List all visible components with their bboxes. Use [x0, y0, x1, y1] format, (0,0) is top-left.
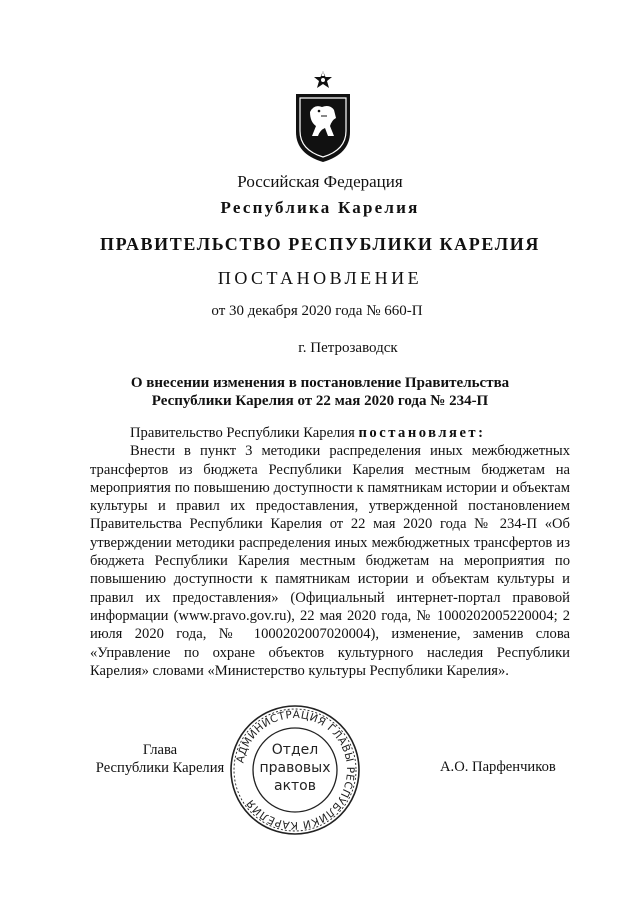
document-body — [90, 424, 570, 680]
preamble-prefix: Правительство Республики Карелия — [130, 425, 359, 441]
stamp-line-1: Отдел — [271, 742, 319, 758]
issuing-authority: ПРАВИТЕЛЬСТВО РЕСПУБЛИКИ КАРЕЛИЯ — [100, 234, 540, 254]
document-date-number: от 30 декабря 2020 года № 660-П — [211, 303, 423, 319]
signatory-position-line-2: Республики Карелия — [95, 760, 225, 776]
country-name: Российская Федерация — [237, 172, 403, 191]
document-city: г. Петрозаводск — [298, 340, 398, 356]
main-paragraph: Внести в пункт 3 методики распределения иных межбюджетных трансфертов из бюджета Республики Карелия местным бюджетам на мероприятия по повышению доступности к памятникам истории и объектам культуры и правил их предоставления, утвержденной постановлением Правительства Республики Карелия от 22 мая 2020 года № 234-П «Об утверждении методики распределения иных межбюджетных трансфертов из бюджета Республики Карелия местным бюджетам на мероприятия по повышению доступности к памятникам истории и объектам культуры и правил их предоставления» (Официальный интернет-портал правовой информации (www.pravo.gov.ru), 22 мая 2020 года, № 1000202005220004; 2 июля 2020 года, № 1000202007020004), изменение, заменив слова «Управление по охране объектов культурного наследия Республики Карелия» словами «Министерство культуры Республики Карелия». — [90, 443, 570, 679]
title-line-1: О внесении изменения в постановление Правительства — [130, 375, 510, 391]
document-title — [90, 374, 550, 410]
title-line-2: Республики Карелия от 22 мая 2020 года № 234-П — [151, 393, 489, 409]
document-type: ПОСТАНОВЛЕНИЕ — [217, 268, 423, 288]
preamble — [90, 424, 570, 442]
republic-name: Республика Карелия — [220, 198, 420, 217]
signatory-name: А.О. Парфенчиков — [440, 759, 556, 775]
stamp-line-3: актов — [273, 778, 317, 794]
preamble-verb: постановляет: — [358, 425, 486, 441]
stamp-line-2: правовых — [259, 760, 331, 776]
signatory-position-line-1: Глава — [142, 742, 178, 758]
official-stamp — [225, 700, 365, 840]
stamp-ring-text: АДМИНИСТРАЦИЯ ГЛАВЫ РЕСПУБЛИКИ КАРЕЛИЯ — [234, 708, 357, 832]
signatory-position — [90, 741, 230, 777]
karelia-coat-of-arms-icon — [290, 70, 356, 166]
